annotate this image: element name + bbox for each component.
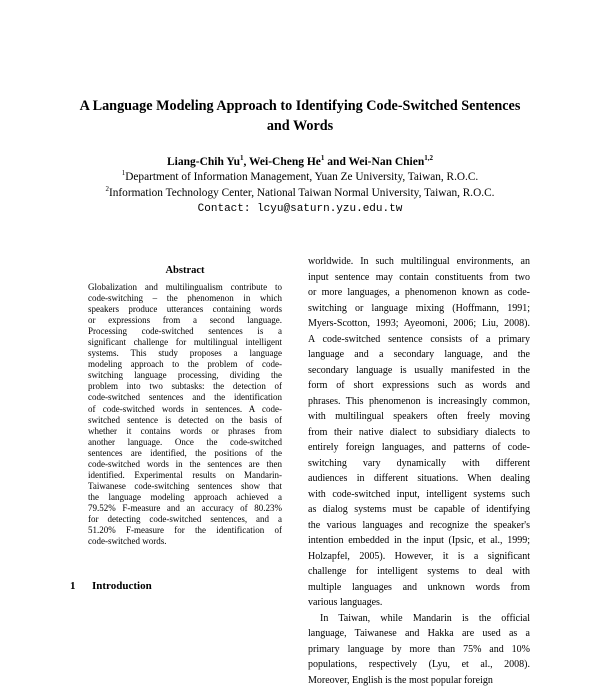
- text-line: challenge for intelligent systems to deal with: [308, 564, 530, 580]
- text-line: multiple languages and unknown words from: [308, 580, 530, 596]
- text-line: intention embedded in the input (Ipsic, et al., 1999;: [308, 533, 530, 549]
- text-line: populations, respectively (Lyu, et al., 2008).: [308, 657, 530, 673]
- author-name: Wei-Cheng He: [249, 156, 321, 168]
- text-line: Holzapfel, 2005). However, it is a significant: [308, 549, 530, 565]
- body-text-right-column: [308, 254, 530, 688]
- author-separator: ,: [244, 156, 250, 168]
- text-line: problem into two subtasks: the detection of: [88, 381, 282, 392]
- text-line: code-switched words in the sentences are then: [88, 459, 282, 470]
- author-sup: 1,2: [424, 154, 433, 162]
- text-line: Myers-Scotton, 1993; Ayeomoni, 2006; Liu, 2008).: [308, 316, 530, 332]
- author-separator: and: [324, 156, 348, 168]
- contact-email: Contact: lcyu@saturn.yzu.edu.tw: [0, 202, 600, 216]
- abstract-body: [88, 282, 282, 547]
- text-line: whether it contains words or phrases from: [88, 426, 282, 437]
- text-line: identified. Experimental results on Mandarin-: [88, 470, 282, 481]
- text-line: the various languages and recognize the speaker's: [308, 518, 530, 534]
- text-line: form of short expressions such as words and: [308, 378, 530, 394]
- title-line-1: A Language Modeling Approach to Identifying Code-Switched Sentences: [40, 96, 560, 116]
- text-line: code-switching – the phenomenon in which: [88, 293, 282, 304]
- text-line: systems. This study proposes a language: [88, 348, 282, 359]
- text-line: or more languages, a phenomenon known as code-: [308, 285, 530, 301]
- text-line: with multilingual speakers often freely moving: [308, 409, 530, 425]
- author-name: Liang-Chih Yu: [167, 156, 240, 168]
- affiliation-sup: 2: [106, 185, 110, 193]
- paper-title: [40, 96, 560, 136]
- text-line: or expressions from a second language.: [88, 315, 282, 326]
- text-line: significant challenge for multilingual intelligent: [88, 337, 282, 348]
- affiliation-sup: 1: [122, 169, 126, 177]
- text-line: switched sentence is detected on the basis of: [88, 415, 282, 426]
- text-line: as dialog systems must be capable of identifying: [308, 502, 530, 518]
- text-line: phrases. This phenomenon is increasingly common,: [308, 394, 530, 410]
- text-line: switching or language mixing (Hoffmann, 1991;: [308, 301, 530, 317]
- section-title: Introduction: [92, 580, 152, 592]
- text-line: various languages.: [308, 595, 530, 611]
- text-line: primary language by more than 75% and 10%: [308, 642, 530, 658]
- author-name: Wei-Nan Chien: [349, 156, 425, 168]
- text-line: 51.20% F-measure for the identification of: [88, 525, 282, 536]
- text-line: entirely foreign languages, and patterns of code-: [308, 440, 530, 456]
- text-line: from their native dialect to subsidiary dialects to: [308, 425, 530, 441]
- author-sup: 1: [240, 154, 244, 162]
- text-line: language and a secondary language, and the: [308, 347, 530, 363]
- text-line: modeling approach to the problem of code-: [88, 359, 282, 370]
- text-line: speakers produce utterances containing words: [88, 304, 282, 315]
- affiliation-text: Information Technology Center, National Taiwan Normal University, Taiwan, R.O.C.: [109, 187, 494, 199]
- title-line-2: and Words: [40, 116, 560, 136]
- text-line: Moreover, English is the most popular foreign: [308, 673, 530, 688]
- text-line: sentences are identified, the positions of the: [88, 448, 282, 459]
- text-line: Taiwanese code-switching sentences show that: [88, 481, 282, 492]
- text-line: code-switched words.: [88, 536, 282, 547]
- text-line: another language. Once the code-switched: [88, 437, 282, 448]
- text-line: switching vary dynamically with different: [308, 456, 530, 472]
- text-line: input sentence may contain constituents from two: [308, 270, 530, 286]
- text-line: In Taiwan, while Mandarin is the official: [308, 611, 530, 627]
- text-line: the language modeling approach achieved a: [88, 492, 282, 503]
- section-heading: [70, 580, 152, 593]
- text-line: secondary language is usually manifested in the: [308, 363, 530, 379]
- text-line: of code-switched words in sentences. A code-: [88, 404, 282, 415]
- abstract-heading: Abstract: [88, 264, 282, 277]
- affiliation-2: [0, 186, 600, 200]
- text-line: Processing code-switched sentences is a: [88, 326, 282, 337]
- text-line: language, Taiwanese and Hakka are used as a: [308, 626, 530, 642]
- text-line: for detecting code-switched sentences, and a: [88, 514, 282, 525]
- text-line: worldwide. In such multilingual environments, an: [308, 254, 530, 270]
- text-line: A code-switched sentence consists of a primary: [308, 332, 530, 348]
- affiliation-text: Department of Information Management, Yuan Ze University, Taiwan, R.O.C.: [125, 171, 478, 183]
- author-list: [0, 155, 600, 169]
- author-sup: 1: [321, 154, 325, 162]
- text-line: switching language processing, dividing the: [88, 370, 282, 381]
- text-line: 79.52% F-measure and an accuracy of 80.23%: [88, 503, 282, 514]
- text-line: Globalization and multilingualism contribute to: [88, 282, 282, 293]
- section-number: 1: [70, 580, 92, 593]
- text-line: with code-switched input, intelligent systems such: [308, 487, 530, 503]
- text-line: code-switched sentences and the identification: [88, 392, 282, 403]
- text-line: audiences in different situations. When dealing: [308, 471, 530, 487]
- affiliation-1: [0, 170, 600, 184]
